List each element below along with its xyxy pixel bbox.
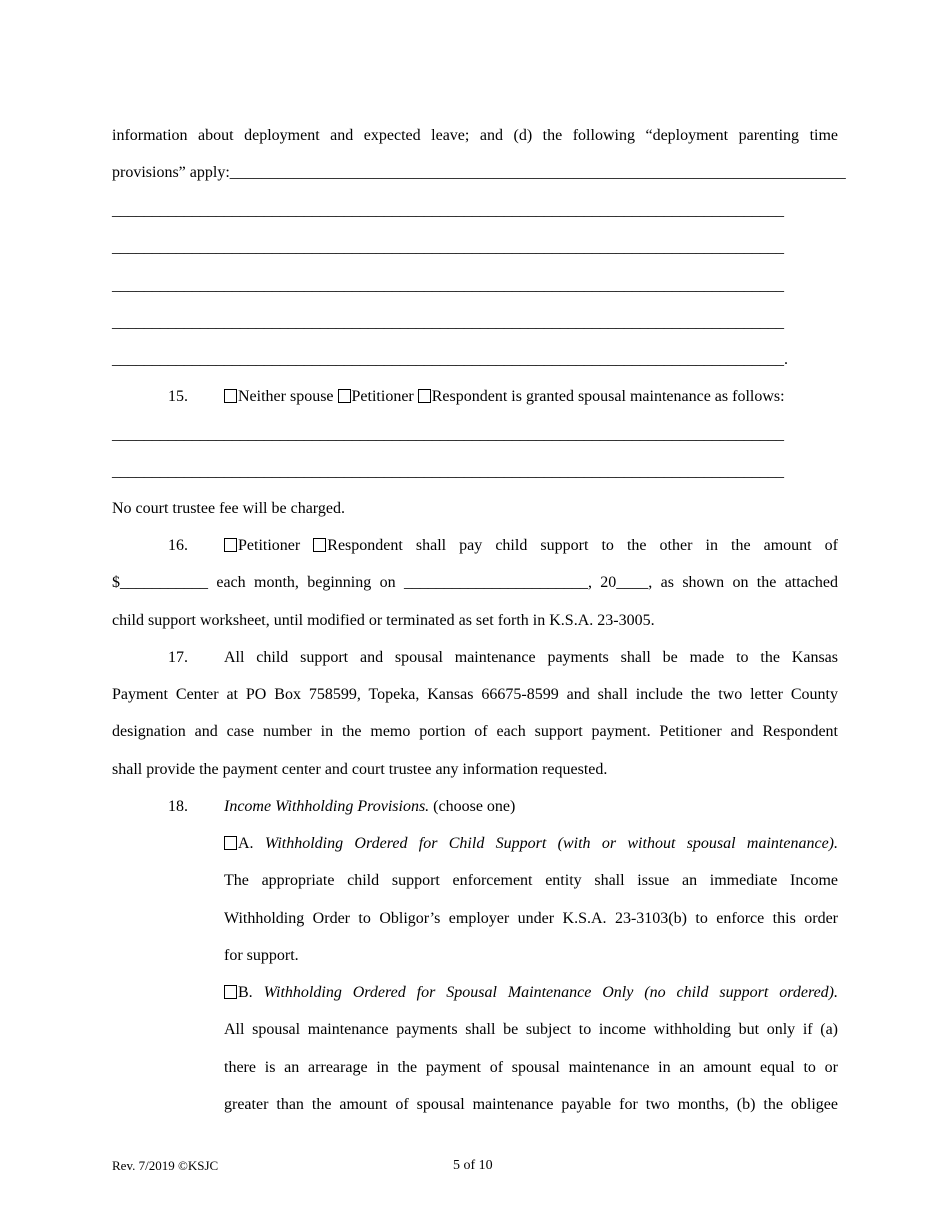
para18-choose: (choose one) [433, 798, 516, 815]
para14-line1: information about deployment and expected leave; and (d) the following “deployment parenting time [112, 127, 838, 144]
para14-line2: provisions” apply:_____________________________________________________________________________ [112, 164, 846, 181]
option-b-checkbox[interactable] [224, 985, 237, 999]
para18-heading [224, 797, 838, 817]
para16-number: 16. [168, 537, 188, 554]
para17-line2: Payment Center at PO Box 758599, Topeka, Kansas 66675-8599 and shall include the two letter County [112, 686, 838, 703]
option-b-line3: there is an arrearage in the payment of spousal maintenance in an amount equal to or [224, 1059, 838, 1076]
para17-line1: All child support and spousal maintenance payments shall be made to the Kansas [224, 649, 838, 666]
respondent-label: Respondent is granted spousal maintenance as follows: [431, 388, 785, 405]
para15-blank-line[interactable]: ____________________________________________________________________________________ [112, 426, 784, 443]
neither-spouse-label: Neither spouse [238, 388, 334, 405]
para17-line3: designation and case number in the memo portion of each support payment. Petitioner and Respondent [112, 723, 838, 740]
para16-line1 [224, 536, 838, 556]
respondent-label: Respondent shall pay child support to the other in the amount of [327, 537, 838, 554]
para15-number: 15. [168, 388, 188, 405]
option-a-label: A. [238, 835, 254, 852]
para16-line3: child support worksheet, until modified or terminated as set forth in K.S.A. 23-3005. [112, 612, 655, 629]
option-b-title: Withholding Ordered for Spousal Maintenance Only (no child support ordered). [263, 984, 839, 1001]
para16-line2: $___________ each month, beginning on _______________________, 20____, as shown on the attached [112, 574, 838, 591]
para14-blank-line[interactable]: ____________________________________________________________________________________ [112, 202, 784, 219]
para14-blank-line[interactable]: ____________________________________________________________________________________ [112, 277, 784, 294]
respondent-checkbox[interactable] [418, 389, 431, 403]
para14-blank-line-end[interactable]: ____________________________________________________________________________________. [112, 351, 788, 368]
para18-title: Income Withholding Provisions. [224, 798, 430, 815]
petitioner-label: Petitioner [238, 537, 301, 554]
option-b-line4: greater than the amount of spousal maintenance payable for two months, (b) the obligee [224, 1096, 838, 1113]
para17-number: 17. [168, 649, 188, 666]
footer-page-number: 5 of 10 [453, 1158, 493, 1173]
petitioner-checkbox[interactable] [224, 538, 237, 552]
option-b-label: B. [238, 984, 253, 1001]
para15-blank-line[interactable]: ____________________________________________________________________________________ [112, 463, 784, 480]
respondent-checkbox[interactable] [313, 538, 326, 552]
option-a-checkbox[interactable] [224, 836, 237, 850]
option-a-line2: The appropriate child support enforcement entity shall issue an immediate Income [224, 872, 838, 889]
para15-note: No court trustee fee will be charged. [112, 500, 345, 517]
footer-revision: Rev. 7/2019 ©KSJC [112, 1158, 219, 1173]
para18-number: 18. [168, 798, 188, 815]
petitioner-checkbox[interactable] [338, 389, 351, 403]
option-a-line4: for support. [224, 947, 299, 964]
para14-blank-line[interactable]: ____________________________________________________________________________________ [112, 239, 784, 256]
option-b-line1 [224, 983, 838, 1003]
option-a-line3: Withholding Order to Obligor’s employer under K.S.A. 23-3103(b) to enforce this order [224, 910, 838, 927]
option-a-title: Withholding Ordered for Child Support (with or without spousal maintenance). [264, 835, 839, 852]
option-a-line1 [224, 834, 838, 854]
neither-spouse-checkbox[interactable] [224, 389, 237, 403]
para17-line4: shall provide the payment center and court trustee any information requested. [112, 761, 608, 778]
para15-options [224, 387, 838, 407]
petitioner-label: Petitioner [351, 388, 414, 405]
para14-blank-line[interactable]: ____________________________________________________________________________________ [112, 314, 784, 331]
option-b-line2: All spousal maintenance payments shall be subject to income withholding but only if (a) [224, 1021, 838, 1038]
